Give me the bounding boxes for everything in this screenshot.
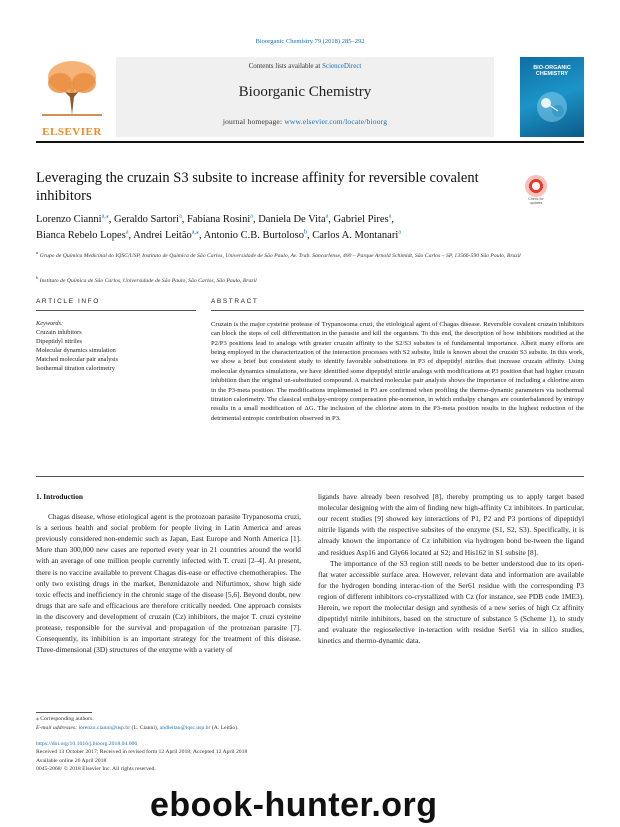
intro-left-column bbox=[36, 511, 301, 655]
journal-homepage-line bbox=[116, 117, 494, 126]
check-updates-icon bbox=[525, 175, 547, 197]
author-name[interactable]: Bianca Rebelo Lopes bbox=[36, 230, 126, 242]
author-separator: , bbox=[252, 214, 259, 225]
check-for-updates-button[interactable] bbox=[522, 175, 550, 205]
author-name[interactable]: Antonio C.B. Burtoloso bbox=[203, 230, 304, 242]
author-name[interactable]: Andrei Leitão bbox=[133, 230, 192, 242]
intro-right-column bbox=[318, 491, 584, 647]
author-separator: , bbox=[181, 214, 187, 225]
author-name[interactable]: Lorenzo Cianni bbox=[36, 214, 102, 225]
publisher-logo-text: ELSEVIER bbox=[42, 126, 102, 138]
homepage-prefix: journal homepage: bbox=[222, 117, 285, 126]
watermark-text: ebook-hunter.org bbox=[150, 786, 438, 824]
author-name[interactable]: Carlos A. Montanari bbox=[312, 230, 399, 242]
journal-title: Bioorganic Chemistry bbox=[238, 84, 372, 100]
abstract-bottom-rule bbox=[36, 476, 584, 477]
copyright-line: 0045-2068/ © 2018 Elsevier Inc. All rights reserved. bbox=[36, 765, 156, 772]
elsevier-tree-icon bbox=[36, 57, 108, 119]
author-affiliation-marker[interactable]: a,⁎ bbox=[101, 213, 109, 220]
author-separator: , bbox=[198, 230, 204, 242]
author-name[interactable]: Gabriel Pires bbox=[333, 214, 389, 225]
sciencedirect-link[interactable]: ScienceDirect bbox=[322, 62, 362, 70]
affiliation-a-text: Grupo de Química Medicinal do IQSC/USP, Instituto de Química de São Carlos, Universidade de São Paulo, Av. Trab. Sancarlense, 400 – Parque Arnold Schimidt, São Carlos – SP, 13566-590 São Paulo, Brazil bbox=[39, 252, 521, 259]
intro-paragraph: ligands have already been resolved [8], thereby prompting us to apply target based molecular designing with the aim of finding new high-affinity Cz inhibitors. In particular, our recent studies [9] showed key interactions of P1, P2 and P3 portions of dipeptidyl nitrile ligands with the respective subsites of the enzyme (S1, S2, S3). Specifically, it is already known the importance of Cz inhibition via hydrogen bond be-tween the ligand and residues Asp16 and Gly66 located at S2; and His162 in S1 subsite [8]. bbox=[318, 492, 584, 557]
author-affiliation-marker[interactable]: a,⁎ bbox=[191, 229, 199, 236]
keyword-item[interactable]: Matched molecular pair analysis bbox=[36, 355, 119, 363]
abstract-text: Cruzain is the major cysteine protease of Trypanosoma cruzi, the etiological agent of Chagas disease. Reversible covalent cruzain inhibitors can block the steps of cell differentiation in the parasite and kill the organism. To this end, the description of how inhibitors modified at the P2/P3 positions lead to analogs with greater cruzain affinity to the S2/S3 subsites is of fundamental importance. Albeit many efforts are being employed in the characterization of the interaction processes with S2 subsite, little is known about the cruzain S3 subsite. In this work, we show a brief but consistent study to identify favorable substitutions in P3 of dipeptidyl nitriles that increase cruzain affinity. Using molecular dynamics simulations, we have identified some dipeptidyl nitrile analogs with modifications at P3 position that had higher cruzain inhibition than the original un-substituted compound. A matched molecular pair analysis shows the importance of including a chlorine atom in the P3-meta position. The modifications implemented in P3 are confirmed when profiling the thermo-dynamic parameters via isothermal titration calorimetry. The classical enthalpy-entropy compensation phe-nomenon, in which enthalpy changes are counterbalanced by entropy results in a small modification of ΔG. The inclusion of the chlorine atom in the P3-meta position results in the highest reduction of the detrimental entropic contribution observed in P3. bbox=[211, 321, 584, 422]
cover-title: BIO-ORGANIC CHEMISTRY bbox=[533, 65, 571, 78]
email-link-2[interactable]: andleitao@iqsc.usp.br bbox=[159, 725, 211, 731]
keywords-block bbox=[36, 320, 196, 374]
article-title: Leveraging the cruzain S3 subsite to increase affinity for reversible covalent inhibitors bbox=[36, 170, 479, 204]
author-name[interactable]: Fabiana Rosini bbox=[186, 214, 251, 225]
elsevier-logo[interactable] bbox=[36, 57, 108, 137]
author-affiliation-marker[interactable]: a bbox=[398, 229, 401, 236]
keyword-item[interactable]: Cruzain inhibitors bbox=[36, 328, 82, 336]
author-name[interactable]: Daniela De Vita bbox=[258, 214, 326, 225]
author-affiliation-marker[interactable]: a bbox=[325, 213, 329, 220]
article-info-rule bbox=[36, 310, 196, 311]
author-name[interactable]: Geraldo Sartori bbox=[114, 214, 180, 225]
journal-header bbox=[36, 57, 584, 137]
author-line-2 bbox=[36, 228, 576, 244]
journal-cover-image[interactable] bbox=[520, 57, 584, 137]
section-heading-introduction: 1. Introduction bbox=[36, 492, 83, 501]
author-affiliation-marker[interactable]: a bbox=[125, 229, 129, 236]
email-link-1[interactable]: lorenzo.cianni@usp.br bbox=[78, 725, 131, 731]
author-line-1 bbox=[36, 212, 576, 228]
affiliation-marker: b bbox=[36, 275, 39, 280]
header-rule bbox=[36, 141, 584, 143]
affiliation-a bbox=[36, 250, 584, 260]
author-affiliation-marker[interactable]: b bbox=[303, 229, 307, 236]
abstract-heading: ABSTRACT bbox=[211, 298, 259, 305]
contents-line bbox=[116, 62, 494, 70]
author-separator: , bbox=[391, 214, 394, 225]
intro-paragraph: The importance of the S3 region still needs to be better understood due to its open-flat water accessible surface area. However, relevant data and information are available for the hydrogen bonding interac-tion of the Ser61 residue with the corresponding P3 region of different inhibitors co-crystallized with Cz (for instance, see PDB code 1ME3). Herein, we report the molecular design and synthesis of a new series of high Cz affinity dipeptidyl nitrile inhibitors, based on the structure of substance 5 (Scheme 1), to study and evaluate the regioselective in-teraction with residue Ser61 via in silico studies, kinetics and thermo-dynamic data. bbox=[318, 558, 584, 646]
corresponding-author-note: ⁎ Corresponding authors. bbox=[36, 716, 94, 722]
affiliation-marker: a bbox=[36, 250, 39, 255]
author-affiliation-marker[interactable]: a bbox=[250, 213, 253, 220]
author-separator: , bbox=[108, 214, 115, 225]
journal-masthead bbox=[116, 57, 494, 137]
email-label: E-mail addresses: bbox=[36, 725, 79, 731]
author-affiliation-marker[interactable]: a bbox=[179, 213, 182, 220]
keyword-item[interactable]: Molecular dynamics simulation bbox=[36, 346, 116, 354]
keyword-item[interactable]: Dipeptidyl nitriles bbox=[36, 337, 82, 345]
keyword-item[interactable]: Isothermal titration calorimetry bbox=[36, 364, 116, 372]
received-dates: Received 13 October 2017; Received in revised form 12 April 2018; Accepted 12 April 2018 bbox=[36, 749, 248, 756]
intro-paragraph: Chagas disease, whose etiological agent is the protozoan parasite Trypanosoma cruzi, is a serious health and social problem for people living in Latin America and areas previously considered non-endemic such as Japan, East Europe and North America [1]. More than 300,000 new cases are reported every year in 21 countries around the world with an average of one million people currently infected with T. cruzi [2–4]. At present, there is no vaccine available to prevent Chagas dis-ease or effective chemotherapies. The only two existing drugs in the market, Benznidazole and Nifurtimox, show high side toxic effects and inefficiency in the chronic stage of the disease [5,6]. Beyond doubt, new drugs that are safe and efficacious are therefore critically needed. One approach consists in the discovery and development of cruzain (Cz) inhibitors, the major T. cruzi cysteine protease, responsible for the survival and propagation of the protozoan parasite [7]. Consequently, its inhibition is an important strategy for the treatment of this disease. Three-dimensional (3D) structures of the enzyme with a variety of bbox=[36, 512, 301, 655]
author-affiliation-marker[interactable]: a bbox=[388, 213, 392, 220]
affiliation-b-text: Instituto de Química de São Carlos, Universidade de São Paulo, São Carlos, São Paulo, Brazil bbox=[39, 277, 257, 284]
online-date: Available online 26 April 2018 bbox=[36, 757, 107, 764]
email-addresses bbox=[36, 725, 436, 733]
email-name-2: (A. Leitão). bbox=[210, 725, 239, 731]
contents-prefix: Contents lists available at bbox=[248, 62, 323, 70]
journal-citation[interactable]: Bioorganic Chemistry 79 (2018) 285–292 bbox=[255, 38, 365, 45]
author-separator: , bbox=[306, 230, 313, 242]
keywords-heading: Keywords: bbox=[36, 320, 64, 327]
email-name-1: (L. Cianni), bbox=[130, 725, 160, 731]
homepage-link[interactable]: www.elsevier.com/locate/bioorg bbox=[284, 117, 388, 126]
author-separator: , bbox=[328, 214, 334, 225]
author-separator: , bbox=[128, 230, 134, 242]
article-info-heading: ARTICLE INFO bbox=[36, 298, 100, 305]
doi-link[interactable]: https://doi.org/10.1016/j.bioorg.2018.04.006 bbox=[36, 741, 138, 747]
abstract-rule bbox=[211, 310, 584, 311]
cover-art-icon bbox=[530, 87, 574, 127]
author-list bbox=[36, 212, 576, 245]
affiliation-b bbox=[36, 275, 584, 285]
publication-info bbox=[36, 740, 336, 773]
footnote-rule bbox=[36, 712, 92, 713]
check-updates-label: Check for updates bbox=[528, 197, 544, 205]
